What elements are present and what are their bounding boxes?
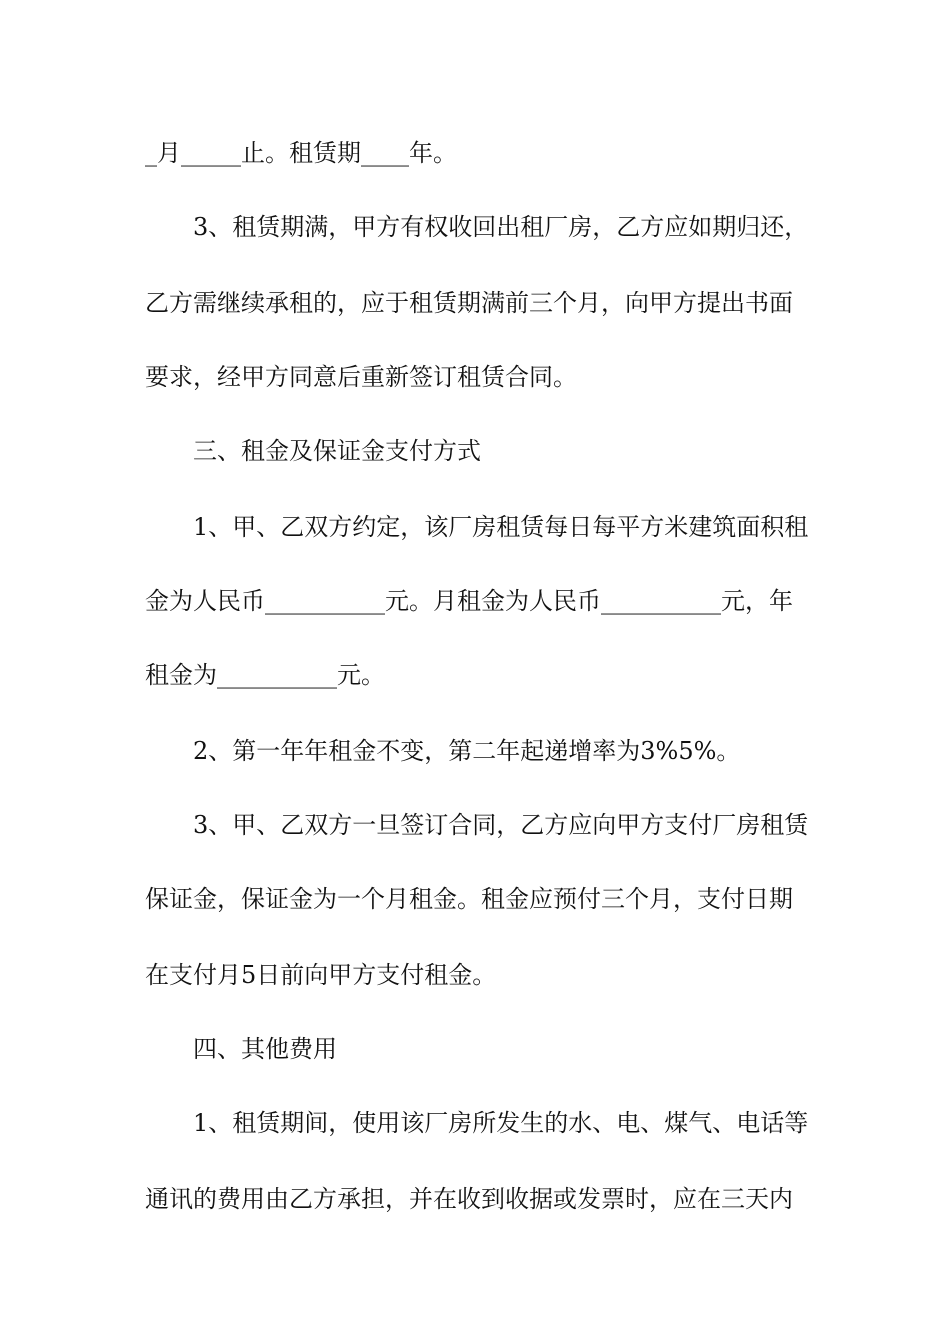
clause-3-2: 2、第一年年租金不变，第二年起递增率为3%5%。 xyxy=(193,737,741,765)
clause-3-3-second-line: 保证金，保证金为一个月租金。租金应预付三个月，支付日期 xyxy=(145,885,793,913)
clause-2-3-first-line: 3、租赁期满，甲方有权收回出租厂房，乙方应如期归还， xyxy=(193,213,809,241)
clause-2-3-third-line: 要求，经甲方同意后重新签订租赁合同。 xyxy=(145,363,577,391)
clause-4-1-second-line: 通讯的费用由乙方承担，并在收到收据或发票时，应在三天内 xyxy=(145,1185,793,1213)
clause-3-3-first-line: 3、甲、乙双方一旦签订合同，乙方应向甲方支付厂房租赁 xyxy=(193,811,809,839)
clause-3-3-third-line: 在支付月5日前向甲方支付租金。 xyxy=(145,961,497,989)
text-line-lease-period: _月_____止。租赁期____年。 xyxy=(145,139,457,167)
section-3-heading: 三、租金及保证金支付方式 xyxy=(193,437,481,465)
section-4-heading: 四、其他费用 xyxy=(193,1035,337,1063)
clause-3-1-third-line: 租金为__________元。 xyxy=(145,661,385,689)
clause-4-1-first-line: 1、租赁期间，使用该厂房所发生的水、电、煤气、电话等 xyxy=(193,1109,809,1137)
clause-2-3-second-line: 乙方需继续承租的，应于租赁期满前三个月，向甲方提出书面 xyxy=(145,289,793,317)
clause-3-1-first-line: 1、甲、乙双方约定，该厂房租赁每日每平方米建筑面积租 xyxy=(193,513,809,541)
clause-3-1-second-line: 金为人民币__________元。月租金为人民币__________元，年 xyxy=(145,587,793,615)
